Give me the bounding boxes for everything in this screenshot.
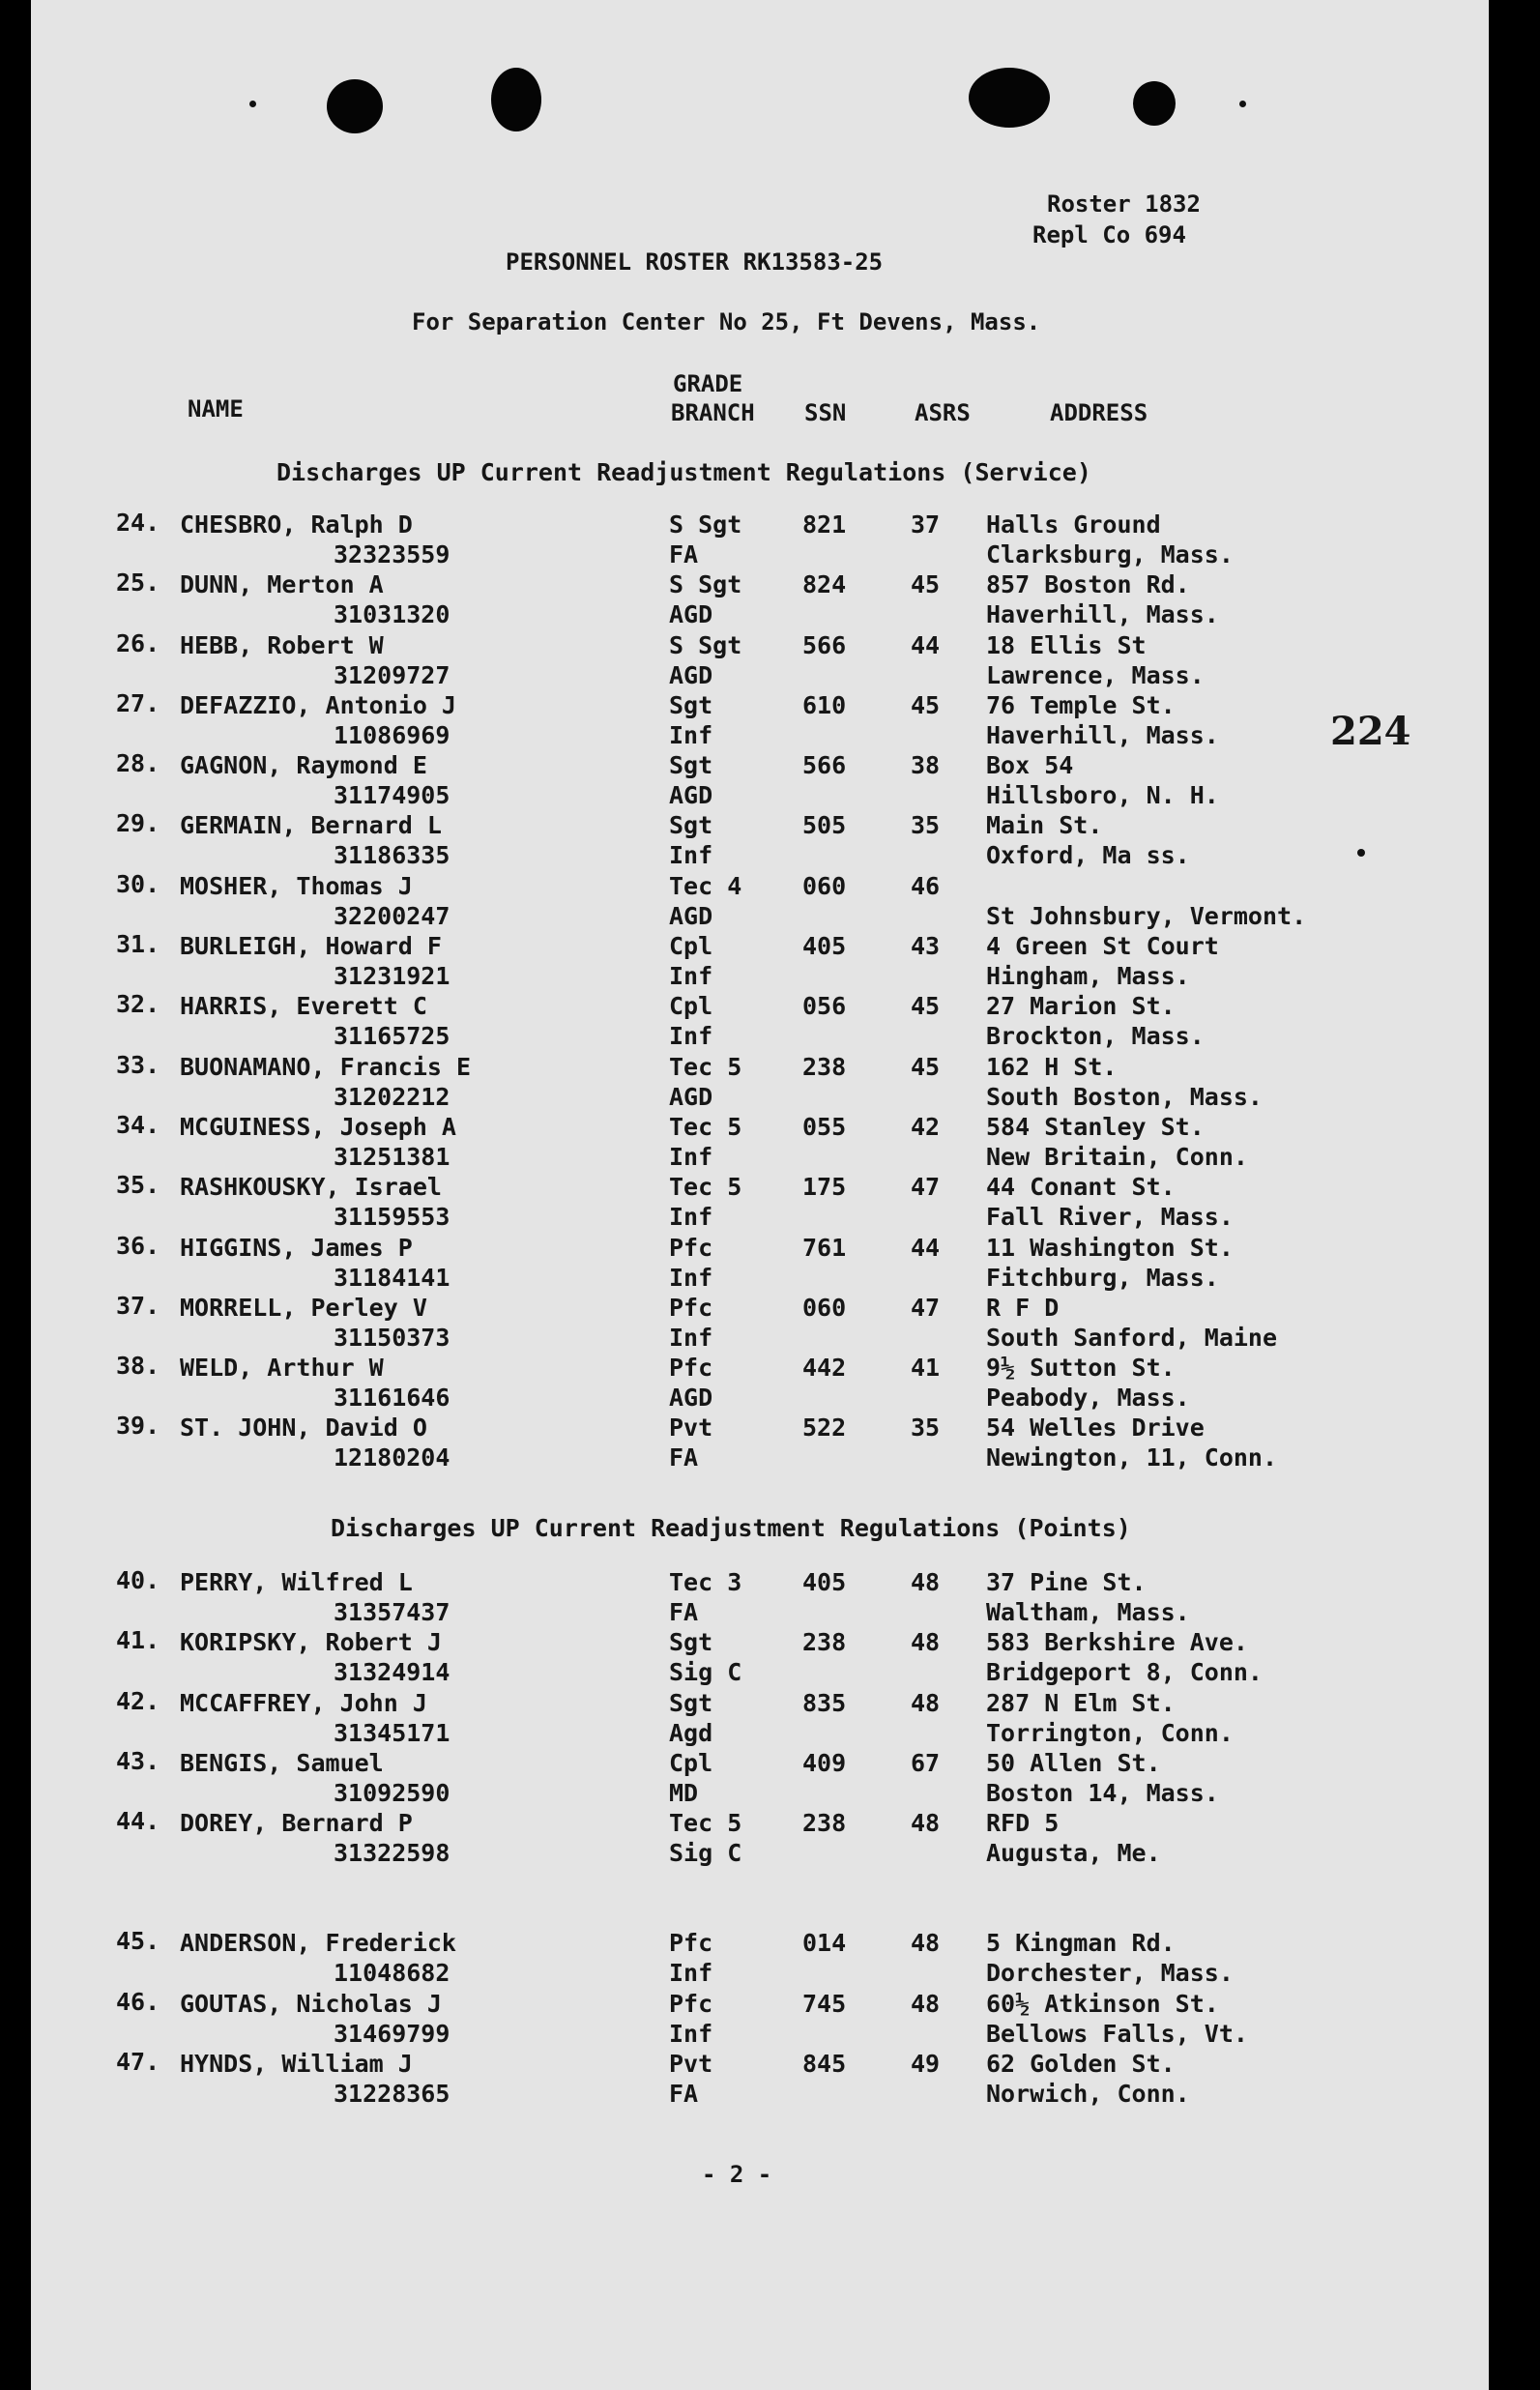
entry-number: 44. [116,1807,160,1835]
address-line-2: South Boston, Mass. [986,1083,1263,1111]
ssn-code: 566 [802,751,847,779]
entry-number: 42. [116,1687,160,1715]
asrs-score: 47 [911,1173,941,1201]
soldier-name: MORRELL, Perley V [180,1294,427,1322]
address-line-1: 54 Welles Drive [986,1414,1205,1442]
branch: Inf [669,1959,713,1987]
serial-number: 31092590 [334,1779,450,1807]
soldier-name: ANDERSON, Frederick [180,1929,456,1957]
address-line-2: Bridgeport 8, Conn. [986,1658,1263,1686]
serial-number: 31209727 [334,661,450,689]
entry-number: 45. [116,1927,160,1955]
serial-number: 31469799 [334,2020,450,2048]
branch: AGD [669,781,713,809]
entry-number: 26. [116,629,160,657]
entry-number: 38. [116,1352,160,1380]
ssn-code: 409 [802,1749,847,1777]
address-line-2: St Johnsbury, Vermont. [986,902,1307,930]
serial-number: 31324914 [334,1658,450,1686]
grade: S Sgt [669,510,742,539]
entry-number: 33. [116,1051,160,1079]
soldier-name: GAGNON, Raymond E [180,751,427,779]
serial-number: 32323559 [334,540,450,568]
roster-number: Roster 1832 [1047,190,1201,218]
address-line-1: 76 Temple St. [986,691,1176,719]
soldier-name: MOSHER, Thomas J [180,872,413,900]
address-line-1: 287 N Elm St. [986,1689,1176,1717]
branch: Sig C [669,1839,742,1867]
ssn-code: 060 [802,1294,847,1322]
asrs-score: 47 [911,1294,941,1322]
branch: Inf [669,1264,713,1292]
ssn-code: 060 [802,872,847,900]
serial-number: 11086969 [334,721,450,749]
ink-dot [249,101,256,107]
soldier-name: RASHKOUSKY, Israel [180,1173,442,1201]
roster-row [0,1234,1540,1294]
roster-row [0,1990,1540,2050]
address-line-2: Boston 14, Mass. [986,1779,1219,1807]
address-line-1: Box 54 [986,751,1074,779]
address-line-1: 37 Pine St. [986,1568,1147,1596]
address-line-2: Norwich, Conn. [986,2080,1190,2108]
roster-row [0,631,1540,691]
grade: Pvt [669,1414,713,1442]
side-number: 224 [1330,709,1411,754]
branch: Inf [669,1143,713,1171]
ssn-code: 761 [802,1234,847,1262]
ssn-code: 056 [802,992,847,1020]
address-line-1: 9½ Sutton St. [986,1354,1176,1382]
asrs-score: 67 [911,1749,941,1777]
entry-number: 40. [116,1566,160,1594]
ssn-code: 566 [802,631,847,659]
soldier-name: GOUTAS, Nicholas J [180,1990,442,2018]
serial-number: 31251381 [334,1143,450,1171]
branch: Inf [669,1022,713,1050]
address-line-2: Peabody, Mass. [986,1384,1190,1412]
address-line-1: 4 Green St Court [986,932,1219,960]
branch: AGD [669,902,713,930]
grade: Pfc [669,1294,713,1322]
roster-row [0,1689,1540,1749]
serial-number: 31159553 [334,1203,450,1231]
col-name: NAME [188,395,244,423]
grade: Sgt [669,811,713,839]
entry-number: 24. [116,509,160,537]
soldier-name: DEFAZZIO, Antonio J [180,691,456,719]
asrs-score: 48 [911,1929,941,1957]
grade: Pfc [669,1354,713,1382]
asrs-score: 48 [911,1689,941,1717]
entry-number: 46. [116,1988,160,2016]
roster-row [0,992,1540,1052]
serial-number: 32200247 [334,902,450,930]
branch: MD [669,1779,699,1807]
serial-number: 31031320 [334,600,450,628]
ssn-code: 175 [802,1173,847,1201]
address-line-1: 584 Stanley St. [986,1113,1205,1141]
roster-row [0,1053,1540,1113]
entry-number: 29. [116,809,160,837]
branch: Inf [669,721,713,749]
soldier-name: BUONAMANO, Francis E [180,1053,472,1081]
ssn-code: 238 [802,1053,847,1081]
ssn-code: 845 [802,2050,847,2078]
address-line-2: Waltham, Mass. [986,1598,1190,1626]
roster-subtitle: For Separation Center No 25, Ft Devens, Mass. [412,308,1041,335]
asrs-score: 45 [911,570,941,598]
serial-number: 31161646 [334,1384,450,1412]
entry-number: 43. [116,1747,160,1775]
branch: FA [669,1443,699,1472]
ssn-code: 014 [802,1929,847,1957]
grade: Cpl [669,932,713,960]
ssn-code: 055 [802,1113,847,1141]
asrs-score: 49 [911,2050,941,2078]
asrs-score: 48 [911,1990,941,2018]
branch: FA [669,2080,699,2108]
asrs-score: 48 [911,1628,941,1656]
roster-row [0,1294,1540,1354]
asrs-score: 44 [911,1234,941,1262]
section-heading: Discharges UP Current Readjustment Regulations (Points) [331,1514,1131,1542]
ink-dot [1239,101,1246,107]
soldier-name: MCCAFFREY, John J [180,1689,427,1717]
ssn-code: 821 [802,510,847,539]
soldier-name: PERRY, Wilfred L [180,1568,413,1596]
roster-row [0,1749,1540,1809]
grade: Sgt [669,1689,713,1717]
address-line-1: RFD 5 [986,1809,1060,1837]
soldier-name: BENGIS, Samuel [180,1749,384,1777]
address-line-2: Hingham, Mass. [986,962,1190,990]
entry-number: 35. [116,1171,160,1199]
asrs-score: 48 [911,1809,941,1837]
ssn-code: 824 [802,570,847,598]
asrs-score: 45 [911,691,941,719]
grade: Sgt [669,751,713,779]
roster-row [0,2050,1540,2110]
soldier-name: HEBB, Robert W [180,631,384,659]
col-grade: GRADE [673,370,743,397]
asrs-score: 44 [911,631,941,659]
grade: Pvt [669,2050,713,2078]
serial-number: 31231921 [334,962,450,990]
grade: Pfc [669,1990,713,2018]
col-address: ADDRESS [1050,399,1148,426]
roster-row [0,1113,1540,1173]
asrs-score: 42 [911,1113,941,1141]
entry-number: 36. [116,1232,160,1260]
roster-row [0,1568,1540,1628]
ssn-code: 745 [802,1990,847,2018]
address-line-2: Haverhill, Mass. [986,721,1219,749]
grade: Sgt [669,691,713,719]
asrs-score: 41 [911,1354,941,1382]
roster-row [0,811,1540,871]
entry-number: 25. [116,568,160,597]
soldier-name: ST. JOHN, David O [180,1414,427,1442]
branch: Inf [669,841,713,869]
asrs-score: 45 [911,1053,941,1081]
address-line-1: 50 Allen St. [986,1749,1161,1777]
soldier-name: MCGUINESS, Joseph A [180,1113,456,1141]
col-ssn: SSN [804,399,847,426]
address-line-1: 5 Kingman Rd. [986,1929,1176,1957]
col-branch: BRANCH [671,399,755,426]
address-line-1: 857 Boston Rd. [986,570,1190,598]
address-line-2: Newington, 11, Conn. [986,1443,1278,1472]
address-line-1: 44 Conant St. [986,1173,1176,1201]
branch: FA [669,1598,699,1626]
branch: FA [669,540,699,568]
soldier-name: HYNDS, William J [180,2050,413,2078]
entry-number: 27. [116,689,160,717]
grade: Tec 5 [669,1113,742,1141]
section-heading: Discharges UP Current Readjustment Regulations (Service) [276,458,1091,486]
address-line-2: Augusta, Me. [986,1839,1161,1867]
grade: Pfc [669,1929,713,1957]
branch: AGD [669,1384,713,1412]
grade: Pfc [669,1234,713,1262]
address-line-2: New Britain, Conn. [986,1143,1248,1171]
grade: Tec 5 [669,1173,742,1201]
serial-number: 31357437 [334,1598,450,1626]
serial-number: 31228365 [334,2080,450,2108]
address-line-1: Halls Ground [986,510,1161,539]
address-line-2: Clarksburg, Mass. [986,540,1234,568]
address-line-2: Fitchburg, Mass. [986,1264,1219,1292]
address-line-1: Main St. [986,811,1103,839]
address-line-2: Oxford, Ma ss. [986,841,1190,869]
address-line-2: South Sanford, Maine [986,1324,1278,1352]
asrs-score: 48 [911,1568,941,1596]
address-line-1: 18 Ellis St [986,631,1147,659]
grade: Tec 5 [669,1809,742,1837]
address-line-2: Haverhill, Mass. [986,600,1219,628]
asrs-score: 45 [911,992,941,1020]
grade: Tec 4 [669,872,742,900]
serial-number: 31150373 [334,1324,450,1352]
asrs-score: 38 [911,751,941,779]
serial-number: 31174905 [334,781,450,809]
roster-row [0,689,1540,754]
branch: AGD [669,1083,713,1111]
roster-row [0,932,1540,992]
ssn-code: 405 [802,932,847,960]
soldier-name: DOREY, Bernard P [180,1809,413,1837]
address-line-2: Lawrence, Mass. [986,661,1205,689]
roster-row [0,1354,1540,1414]
entry-number: 30. [116,870,160,898]
soldier-name: CHESBRO, Ralph D [180,510,413,539]
grade: Cpl [669,992,713,1020]
entry-number: 37. [116,1292,160,1320]
roster-row [0,570,1540,630]
soldier-name: GERMAIN, Bernard L [180,811,442,839]
soldier-name: HARRIS, Everett C [180,992,427,1020]
ssn-code: 238 [802,1628,847,1656]
soldier-name: HIGGINS, James P [180,1234,413,1262]
serial-number: 12180204 [334,1443,450,1472]
asrs-score: 35 [911,1414,941,1442]
branch: Inf [669,1203,713,1231]
soldier-name: DUNN, Merton A [180,570,384,598]
serial-number: 31202212 [334,1083,450,1111]
replacement-company: Repl Co 694 [1032,221,1186,248]
asrs-score: 43 [911,932,941,960]
serial-number: 31165725 [334,1022,450,1050]
branch: Inf [669,962,713,990]
grade: Tec 5 [669,1053,742,1081]
punch-hole [327,79,383,133]
roster-row [0,872,1540,932]
soldier-name: WELD, Arthur W [180,1354,384,1382]
grade: Sgt [669,1628,713,1656]
entry-number: 28. [116,749,160,777]
ssn-code: 442 [802,1354,847,1382]
roster-row [0,1628,1540,1688]
asrs-score: 35 [911,811,941,839]
ssn-code: 522 [802,1414,847,1442]
roster-title: PERSONNEL ROSTER RK13583-25 [506,248,884,276]
entry-number: 41. [116,1626,160,1654]
branch: Sig C [669,1658,742,1686]
roster-row [0,510,1540,570]
punch-hole [969,68,1050,128]
entry-number: 47. [116,2048,160,2076]
address-line-1: 27 Marion St. [986,992,1176,1020]
soldier-name: KORIPSKY, Robert J [180,1628,442,1656]
address-line-1: 583 Berkshire Ave. [986,1628,1248,1656]
address-line-1: 11 Washington St. [986,1234,1234,1262]
address-line-2: Fall River, Mass. [986,1203,1234,1231]
soldier-name: BURLEIGH, Howard F [180,932,442,960]
branch: Agd [669,1719,713,1747]
serial-number: 31345171 [334,1719,450,1747]
ssn-code: 610 [802,691,847,719]
roster-row [0,1173,1540,1233]
grade: S Sgt [669,570,742,598]
punch-hole [1133,81,1176,126]
branch: AGD [669,600,713,628]
address-line-2: Brockton, Mass. [986,1022,1205,1050]
address-line-1: 62 Golden St. [986,2050,1176,2078]
address-line-2: Bellows Falls, Vt. [986,2020,1248,2048]
roster-row [0,1929,1540,1989]
ssn-code: 405 [802,1568,847,1596]
grade: Tec 3 [669,1568,742,1596]
branch: AGD [669,661,713,689]
page-number: - 2 - [702,2161,772,2188]
branch: Inf [669,2020,713,2048]
grade: S Sgt [669,631,742,659]
asrs-score: 46 [911,872,941,900]
address-line-2: Dorchester, Mass. [986,1959,1234,1987]
roster-row [0,751,1540,811]
ssn-code: 835 [802,1689,847,1717]
ssn-code: 238 [802,1809,847,1837]
address-line-1: 162 H St. [986,1053,1118,1081]
grade: Cpl [669,1749,713,1777]
address-line-2: Torrington, Conn. [986,1719,1234,1747]
roster-row [0,1414,1540,1473]
entry-number: 39. [116,1412,160,1440]
serial-number: 31184141 [334,1264,450,1292]
ssn-code: 505 [802,811,847,839]
serial-number: 11048682 [334,1959,450,1987]
col-asrs: ASRS [915,399,971,426]
address-line-1: 60½ Atkinson St. [986,1990,1219,2018]
serial-number: 31186335 [334,841,450,869]
asrs-score: 37 [911,510,941,539]
entry-number: 32. [116,990,160,1018]
punch-hole [491,68,541,131]
address-line-2: Hillsboro, N. H. [986,781,1219,809]
entry-number: 31. [116,930,160,958]
entry-number: 34. [116,1111,160,1139]
serial-number: 31322598 [334,1839,450,1867]
branch: Inf [669,1324,713,1352]
address-line-1: R F D [986,1294,1060,1322]
roster-row [0,1809,1540,1869]
